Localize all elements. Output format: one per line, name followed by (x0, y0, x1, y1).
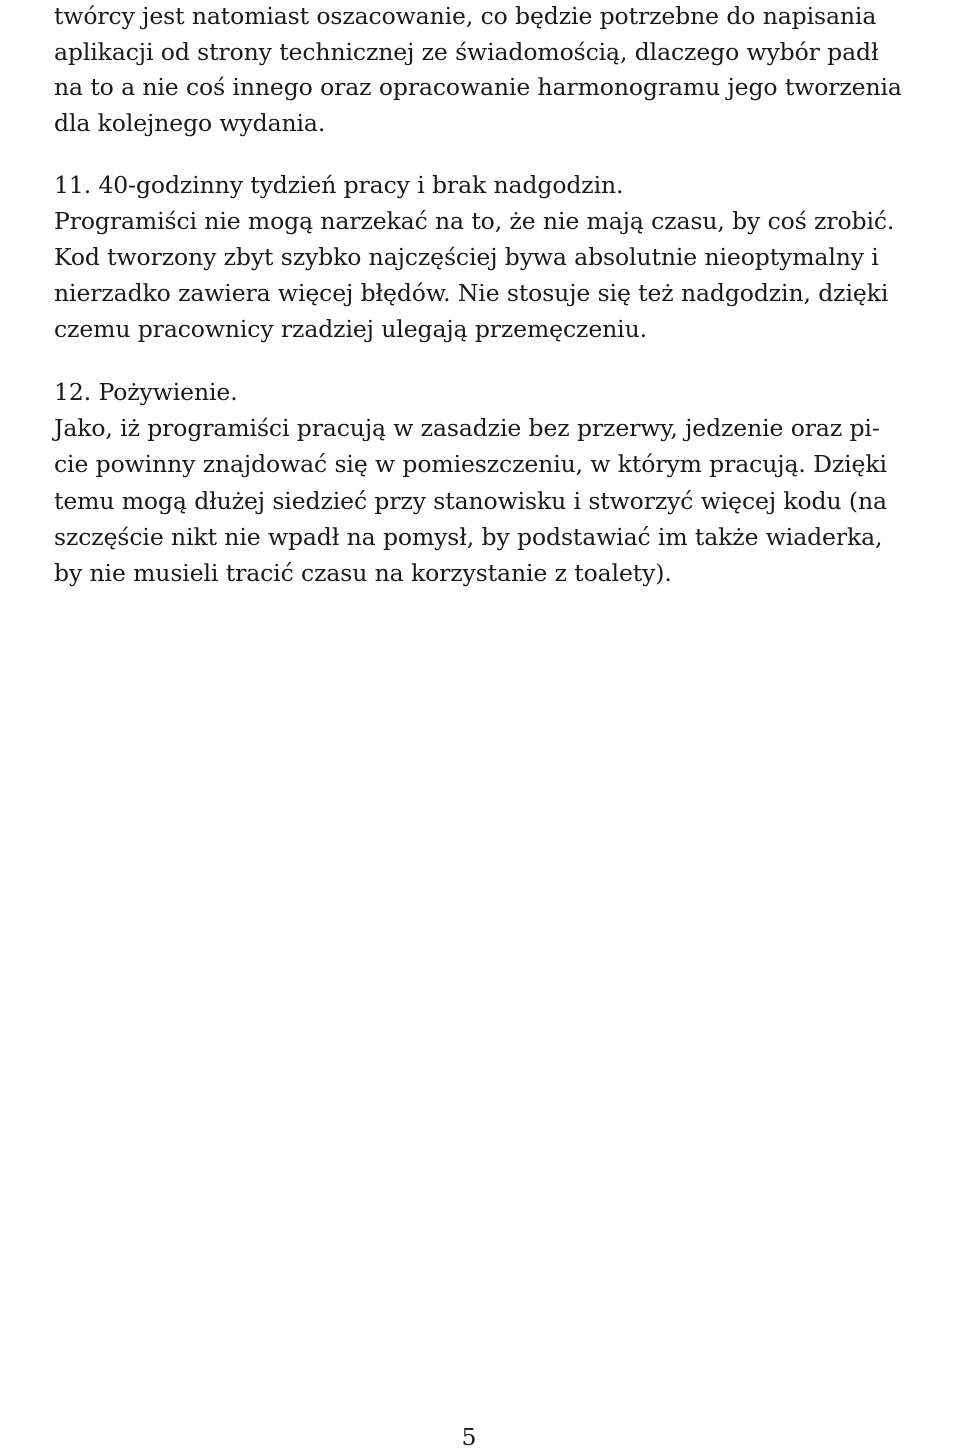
text-line: by nie musieli tracić czasu na korzystanie z toalety). (54, 559, 672, 587)
text-line: czemu pracownicy rzadziej ulegają przemęczeniu. (54, 315, 647, 343)
text-line: cie powinny znajdować się w pomieszczeniu, w którym pracują. Dzięki (54, 450, 887, 478)
text-line: nierzadko zawiera więcej błędów. Nie stosuje się też nadgodzin, dzięki (54, 279, 889, 307)
text-line: temu mogą dłużej siedzieć przy stanowisku i stworzyć więcej kodu (na (54, 487, 887, 515)
text-line: szczęście nikt nie wpadł na pomysł, by podstawiać im także wiaderka, (54, 523, 883, 551)
page-number: 5 (461, 1423, 477, 1451)
text-line: Programiści nie mogą narzekać na to, że nie mają czasu, by coś zrobić. (54, 207, 895, 235)
text-line: Kod tworzony zbyt szybko najczęściej bywa absolutnie nieoptymalny i (54, 243, 879, 271)
text-line: dla kolejnego wydania. (54, 109, 326, 137)
text-line: Jako, iż programiści pracują w zasadzie bez przerwy, jedzenie oraz pi- (54, 414, 880, 442)
text-line: aplikacji od strony technicznej ze świadomością, dlaczego wybór padł (54, 38, 879, 66)
list-item-heading-12: 12. Pożywienie. (54, 378, 238, 406)
text-line: na to a nie coś innego oraz opracowanie harmonogramu jego tworzenia (54, 73, 902, 101)
list-item-heading-11: 11. 40-godzinny tydzień pracy i brak nadgodzin. (54, 171, 624, 199)
text-line: twórcy jest natomiast oszacowanie, co będzie potrzebne do napisania (54, 2, 877, 30)
